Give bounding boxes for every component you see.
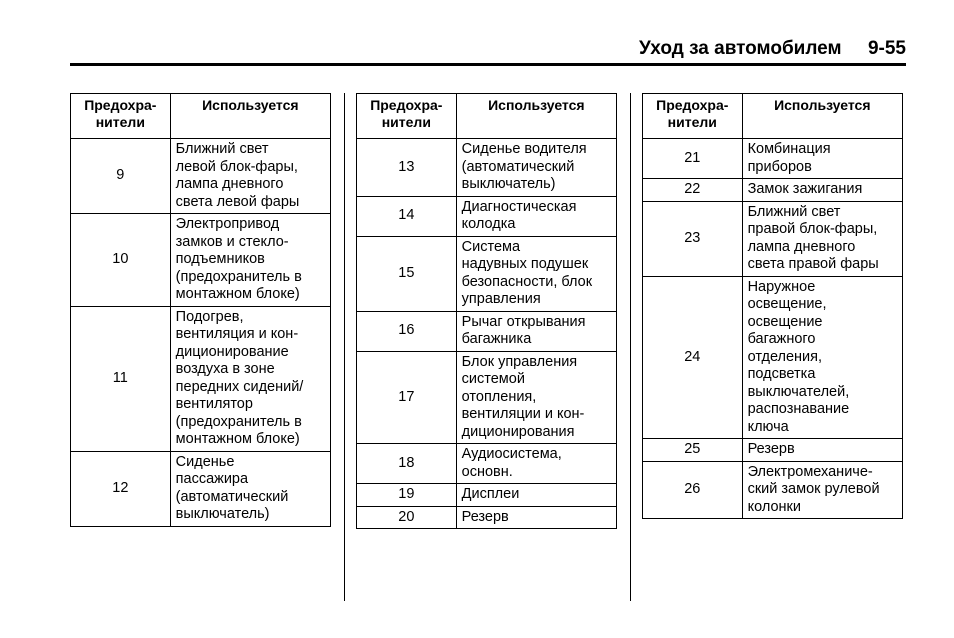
fuse-table-3 <box>642 93 903 519</box>
fuse-usage: Комбинация приборов <box>742 139 902 179</box>
table-header-row <box>643 94 903 139</box>
fuse-table-1 <box>70 93 331 527</box>
table-row <box>71 214 331 307</box>
section-title: Уход за автомобилем <box>638 38 842 59</box>
fuse-number: 25 <box>643 439 743 462</box>
fuse-number: 13 <box>357 139 457 197</box>
table-row <box>643 179 903 202</box>
table-row <box>643 461 903 519</box>
fuse-number: 19 <box>357 484 457 507</box>
fuse-number: 21 <box>643 139 743 179</box>
fuse-number: 11 <box>71 306 171 451</box>
fuse-usage: Система надувных подушек безопасности, блок управления <box>456 236 616 311</box>
table-row <box>643 201 903 276</box>
fuse-column-header: Предохра- нители <box>71 94 171 139</box>
fuse-usage: Рычаг открывания багажника <box>456 311 616 351</box>
fuse-number: 15 <box>357 236 457 311</box>
table-row <box>357 351 617 444</box>
fuse-number: 9 <box>71 139 171 214</box>
table-row <box>643 439 903 462</box>
usage-column-header: Используется <box>456 94 616 139</box>
table-row <box>357 444 617 484</box>
column-divider-1 <box>344 93 345 601</box>
fuse-number: 14 <box>357 196 457 236</box>
fuse-number: 26 <box>643 461 743 519</box>
fuse-usage: Подогрев, вентиляция и кон- диционирование воздуха в зоне передних сидений/ вентилятор (предохранитель в монтажном блоке) <box>170 306 330 451</box>
table-row <box>357 139 617 197</box>
fuse-number: 17 <box>357 351 457 444</box>
table-row <box>357 236 617 311</box>
header-rule <box>70 63 906 66</box>
fuse-number: 10 <box>71 214 171 307</box>
fuse-number: 20 <box>357 506 457 529</box>
fuse-usage: Дисплеи <box>456 484 616 507</box>
fuse-number: 24 <box>643 276 743 439</box>
table-row <box>357 506 617 529</box>
fuse-usage: Резерв <box>456 506 616 529</box>
fuse-usage: Диагностическая колодка <box>456 196 616 236</box>
table-header-row <box>357 94 617 139</box>
fuse-number: 23 <box>643 201 743 276</box>
fuse-number: 22 <box>643 179 743 202</box>
fuse-number: 12 <box>71 451 171 526</box>
table-row <box>643 276 903 439</box>
table-row <box>643 139 903 179</box>
fuse-usage: Аудиосистема, основн. <box>456 444 616 484</box>
table-row <box>357 196 617 236</box>
fuse-usage: Электропривод замков и стекло- подъемников (предохранитель в монтажном блоке) <box>170 214 330 307</box>
table-row <box>357 311 617 351</box>
fuse-usage: Сиденье пассажира (автоматический выключатель) <box>170 451 330 526</box>
fuse-usage: Сиденье водителя (автоматический выключатель) <box>456 139 616 197</box>
fuse-column-header: Предохра- нители <box>357 94 457 139</box>
fuse-usage: Ближний свет правой блок-фары, лампа дневного света правой фары <box>742 201 902 276</box>
column-divider-2 <box>630 93 631 601</box>
page-number: 9-55 <box>867 38 906 59</box>
table-row <box>71 139 331 214</box>
fuse-usage: Ближний свет левой блок-фары, лампа дневного света левой фары <box>170 139 330 214</box>
fuse-column-header: Предохра- нители <box>643 94 743 139</box>
fuse-number: 16 <box>357 311 457 351</box>
fuse-table-2 <box>356 93 617 529</box>
table-header-row <box>71 94 331 139</box>
fuse-usage: Блок управления системой отопления, вентиляции и кон- диционирования <box>456 351 616 444</box>
fuse-usage: Резерв <box>742 439 902 462</box>
fuse-usage: Замок зажигания <box>742 179 902 202</box>
table-row <box>71 306 331 451</box>
fuse-usage: Электромеханиче- ский замок рулевой колонки <box>742 461 902 519</box>
fuse-usage: Наружное освещение, освещение багажного отделения, подсветка выключателей, распознавание ключа <box>742 276 902 439</box>
page-header <box>639 38 906 60</box>
usage-column-header: Используется <box>170 94 330 139</box>
table-row <box>71 451 331 526</box>
table-row <box>357 484 617 507</box>
usage-column-header: Используется <box>742 94 902 139</box>
fuse-number: 18 <box>357 444 457 484</box>
